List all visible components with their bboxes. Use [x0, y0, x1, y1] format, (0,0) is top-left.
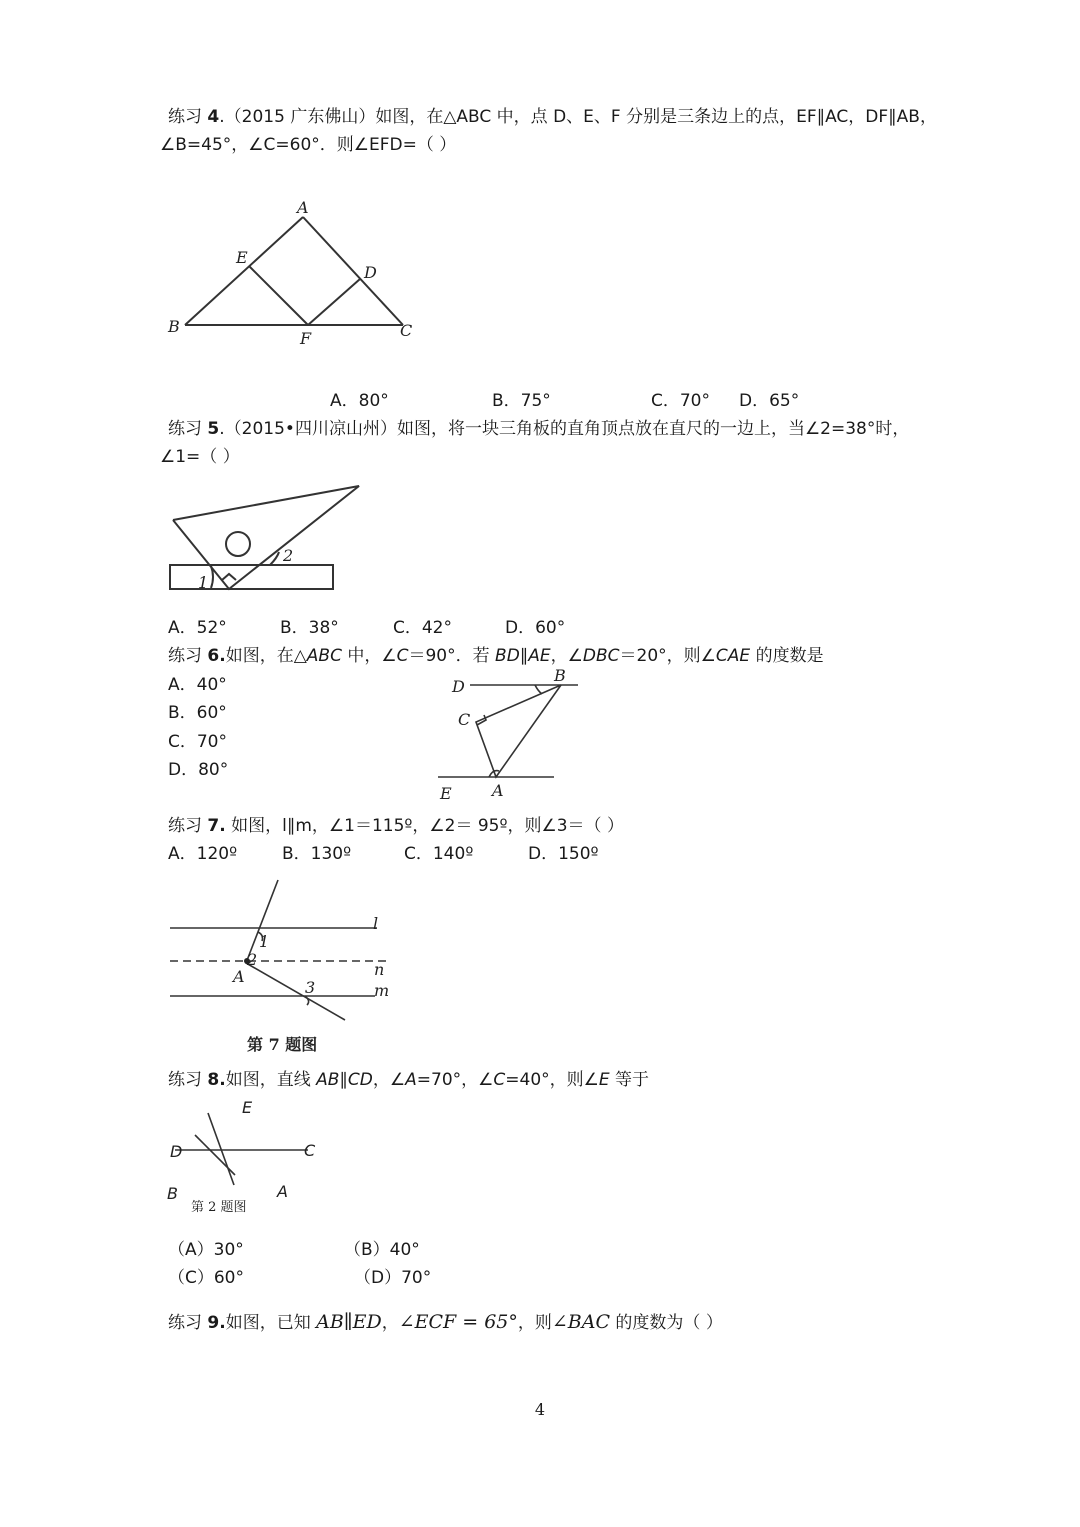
- ex6-t8: AE: [528, 646, 551, 666]
- ex8-option-a: （A）30°: [168, 1240, 244, 1260]
- ex9-t3: ，: [381, 1313, 399, 1333]
- angle-1-label: 1: [198, 573, 209, 592]
- ex8-t7: =70°，∠: [416, 1070, 494, 1090]
- ex6-parallel-lines-figure: [430, 665, 590, 805]
- ex8-t5: ，∠: [372, 1070, 406, 1090]
- ex6-t10: DBC: [582, 646, 620, 666]
- ex8-option-d: （D）70°: [354, 1268, 432, 1288]
- label-f: F: [300, 329, 312, 348]
- ex8-caption: 第 2 题图: [191, 1200, 247, 1215]
- ex9-number: 9.: [207, 1313, 226, 1333]
- label-c: C: [458, 710, 471, 729]
- ex8-t1: 如图，直线: [225, 1070, 317, 1090]
- label-a: A: [277, 1182, 288, 1201]
- ex9-t6: ∠BAC: [551, 1311, 611, 1333]
- label-b: B: [168, 317, 180, 336]
- ex7-option-b: B．130º: [282, 844, 352, 864]
- ex4-number: 4: [207, 107, 220, 127]
- ex8-t11: 等于: [609, 1070, 650, 1090]
- ex4-option-a: A．80°: [330, 391, 389, 411]
- ex7-option-d: D．150º: [528, 844, 599, 864]
- angle-2-label: 2: [247, 950, 258, 969]
- ex8-t6: A: [405, 1070, 417, 1090]
- ex6-option-a: A．40°: [168, 675, 227, 695]
- ex4-question-line2: ∠B=45°，∠C=60°．则∠EFD=（ ）: [160, 135, 457, 155]
- label-b: B: [554, 666, 566, 685]
- ex6-label: 练习: [168, 646, 202, 666]
- ex9-t2: AB∥ED: [316, 1311, 382, 1333]
- ex7-label: 练习: [168, 816, 202, 836]
- ex7-option-a: A．120º: [168, 844, 238, 864]
- ex6-t2: ABC: [306, 646, 342, 666]
- ex5-text-1: .（2015•四川凉山州）如图，将一块三角板的直角顶点放在直尺的一边上，当∠2=38°时，: [219, 419, 910, 439]
- ex5-option-b: B．38°: [280, 618, 339, 638]
- label-b: B: [167, 1184, 178, 1203]
- point-a-label: A: [233, 967, 245, 986]
- ex4-question-line1: [168, 106, 937, 128]
- ex6-t12: CAE: [715, 646, 751, 666]
- label-e: E: [236, 248, 248, 267]
- ex5-option-c: C．42°: [393, 618, 453, 638]
- ex7-option-c: C．140º: [404, 844, 474, 864]
- label-d: D: [170, 1142, 183, 1161]
- ex6-option-d: D．80°: [168, 760, 229, 780]
- ex6-t7: ∥: [519, 646, 529, 666]
- ex9-t4: ∠ECF = 65°: [398, 1311, 518, 1333]
- ex9-question: [168, 1311, 723, 1334]
- ex5-ruler-triangle-figure: [165, 480, 375, 598]
- ex5-option-a: A．52°: [168, 618, 227, 638]
- ex4-option-c: C．70°: [651, 391, 711, 411]
- ex6-t1: 如图，在△: [225, 646, 307, 666]
- ex6-number: 6.: [207, 646, 226, 666]
- ex9-t7: 的度数为（ ）: [610, 1313, 723, 1333]
- ex6-option-c: C．70°: [168, 732, 228, 752]
- ex6-t3: 中，∠: [341, 646, 397, 666]
- ex5-question-line2: ∠1=（ ）: [160, 447, 240, 467]
- ex5-number: 5: [207, 419, 220, 439]
- ex9-t5: ，则: [517, 1313, 552, 1333]
- ex6-t4: C: [396, 646, 409, 666]
- line-l-label: l: [373, 914, 379, 933]
- line-m-label: m: [374, 981, 390, 1000]
- ex6-t13: 的度数是: [750, 646, 824, 666]
- ex7-number: 7.: [207, 816, 226, 836]
- ex8-t10: E: [598, 1070, 610, 1090]
- ex8-question: [168, 1069, 649, 1091]
- ex4-triangle-figure: [160, 195, 430, 355]
- ex6-question: [168, 645, 824, 667]
- ex8-label: 练习: [168, 1070, 202, 1090]
- label-c: C: [400, 321, 413, 340]
- ex7-text: 如图，l∥m，∠1＝115º，∠2＝ 95º，则∠3＝（ ）: [225, 816, 624, 836]
- ex8-t2: AB: [316, 1070, 340, 1090]
- ex8-option-c: （C）60°: [168, 1268, 245, 1288]
- ex5-label: 练习: [168, 419, 202, 439]
- ex4-label: 练习: [168, 107, 202, 127]
- ex4-text-1: .（2015 广东佛山）如图，在△ABC 中，点 D、E、F 分别是三条边上的点，EF∥AC，DF∥AB，: [219, 107, 937, 127]
- ex9-t1: 如图，已知: [225, 1313, 317, 1333]
- ex6-t11: ＝20°，则∠: [619, 646, 716, 666]
- label-c: C: [304, 1141, 316, 1160]
- ex7-question: [168, 815, 624, 837]
- ex5-question-line1: [168, 418, 909, 440]
- label-d: D: [364, 263, 377, 282]
- ex4-option-d: D．65°: [739, 391, 800, 411]
- ex8-option-b: （B）40°: [344, 1240, 420, 1260]
- ex6-t9: ，∠: [550, 646, 583, 666]
- ex8-t9: =40°，则∠: [505, 1070, 599, 1090]
- ex4-option-b: B．75°: [492, 391, 551, 411]
- ex6-option-b: B．60°: [168, 703, 227, 723]
- ex7-figure: [165, 875, 405, 1060]
- label-e: E: [440, 784, 452, 803]
- angle-1-label: 1: [259, 932, 270, 951]
- ex5-option-d: D．60°: [505, 618, 566, 638]
- page-number: 4: [534, 1400, 546, 1419]
- ex6-t5: ＝90°．若: [408, 646, 496, 666]
- angle-2-label: 2: [283, 546, 294, 565]
- line-n-label: n: [374, 960, 385, 979]
- label-a: A: [297, 198, 309, 217]
- ex8-t4: CD: [347, 1070, 373, 1090]
- ex9-label: 练习: [168, 1313, 202, 1333]
- ex8-figure: [160, 1095, 340, 1220]
- ex8-t8: C: [493, 1070, 506, 1090]
- ex7-caption: 第 7 题图: [247, 1035, 318, 1054]
- ex6-t6: BD: [495, 646, 520, 666]
- label-e: E: [242, 1098, 253, 1117]
- ex8-t3: ∥: [339, 1070, 348, 1090]
- angle-3-label: 3: [305, 978, 316, 997]
- ex8-number: 8.: [207, 1070, 226, 1090]
- label-d: D: [452, 677, 465, 696]
- label-a: A: [492, 781, 504, 800]
